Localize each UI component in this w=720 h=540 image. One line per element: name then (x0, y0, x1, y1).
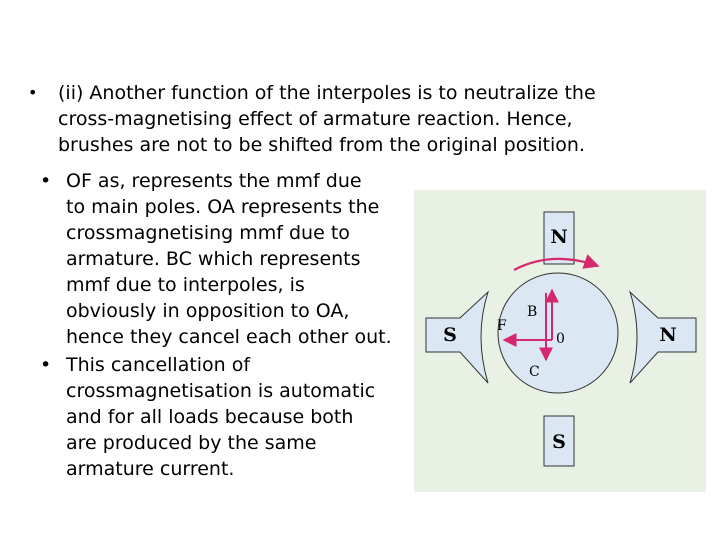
text-line: mmf due to interpoles, is (66, 274, 305, 296)
right-pole-label: N (659, 324, 677, 346)
text-line: brushes are not to be shifted from the original position. (58, 134, 585, 156)
left-main-pole (426, 292, 488, 383)
text-line: OF as, represents the mmf due (66, 170, 362, 192)
left-pole-label: S (443, 324, 457, 346)
text-line: cross-magnetising effect of armature reaction. Hence, (58, 108, 573, 130)
text-line: hence they cancel each other out. (66, 326, 392, 348)
bullet: • (28, 83, 38, 102)
text-line: crossmagnetising mmf due to (66, 222, 350, 244)
text-line: crossmagnetisation is automatic (66, 380, 376, 402)
interpole-diagram (414, 190, 706, 492)
text-line: are produced by the same (66, 432, 317, 454)
text-line: armature. BC which represents (66, 248, 361, 270)
label-b: B (527, 304, 538, 320)
diagram-svg (414, 190, 706, 492)
label-f: F (497, 318, 507, 334)
bullet: • (40, 354, 52, 376)
top-interpole-label: N (550, 226, 568, 248)
bottom-interpole-label: S (552, 431, 566, 453)
bullet: • (40, 170, 52, 192)
text-line: obviously in opposition to OA, (66, 300, 350, 322)
text-line: and for all loads because both (66, 406, 354, 428)
text-line: (ii) Another function of the interpoles is to neutralize the (58, 82, 596, 104)
label-o: 0 (556, 331, 565, 347)
text-line: This cancellation of (66, 354, 251, 376)
label-c: C (529, 364, 540, 380)
text-line: armature current. (66, 458, 235, 480)
paragraph-1 (28, 80, 688, 158)
paragraph-2 (40, 168, 410, 350)
text-line: to main poles. OA represents the (66, 196, 380, 218)
paragraph-3 (40, 352, 410, 482)
